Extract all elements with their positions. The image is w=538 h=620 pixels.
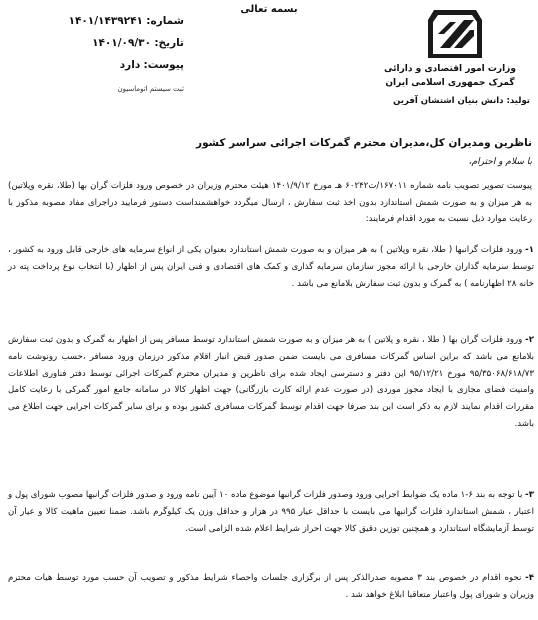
producer-line: تولید: دانش بنیان اشتشان آفرین	[393, 96, 530, 106]
letter-intro-paragraph: پیوست تصویر تصویب نامه شماره ۱۶۷۰۱۱/ت۶۰۲۴۲ هـ مورخ ۱۴۰۱/۹/۱۲ هیئت محترم وزیران در خصوص ورود فلزات گران بها (طلا، نقره وپلاتین) به هر میزان و به صورت شمش استاندارد بدون اخذ ثبت سفارش ، ارسال میگردد خواهشمنداست دستور فرمایید دراجرای مفاد مصوبه مذکور با رعایت موارد ذیل نسبت به مورد اقدام فرمایند:	[8, 181, 532, 224]
letter-number-value: ۱۴۰۱/۱۴۳۹۲۴۱	[68, 15, 143, 27]
letter-date-label: تاریخ:	[154, 37, 184, 49]
letter-metadata	[14, 10, 184, 100]
item-text: نحوه اقدام در خصوص بند ۳ مصوبه صدرالذکر پس از برگزاری جلسات واحصاء شرایط مذکور و تصویب آن حسب مورد توسط هیات محترم وزیران و شورای پول واعتبار متعاقبا ابلاغ خواهد شد .	[8, 573, 534, 600]
system-note: ثبت سیستم اتوماسیون	[117, 85, 184, 93]
organization-name	[380, 62, 520, 90]
letter-number-row	[14, 10, 184, 32]
customs-shield-logo-icon	[424, 8, 486, 60]
letter-salutation: با سلام و احترام،	[468, 157, 532, 167]
letter-item-1	[8, 242, 534, 292]
letter-number-label: شماره:	[146, 15, 184, 27]
letter-recipients: ناظرین ومدیران کل،مدیران محترم گمرکات اجرائی سراسر کشور	[196, 137, 532, 149]
customs-logo-graphic	[424, 8, 486, 60]
letter-item-3	[8, 487, 534, 537]
item-number: ۲-	[525, 335, 534, 345]
letter-attachment-row	[14, 54, 184, 76]
letter-attachment-value: دارد	[119, 59, 141, 71]
bismillah-heading: بسمه تعالی	[240, 4, 298, 15]
letter-date-row	[14, 32, 184, 54]
item-number: ۴-	[525, 573, 534, 583]
customs-name: گمرک جمهوری اسلامی ایران	[385, 78, 515, 88]
item-number: ۳-	[525, 490, 534, 500]
letter-item-2	[8, 332, 534, 433]
letter-date-value: ۱۴۰۱/۰۹/۳۰	[92, 37, 152, 49]
item-text: با توجه به بند ۶-۱ ماده یک ضوابط اجرایی ورود وصدور فلزات گرانبها موضوع ماده ۱۰ آیین نامه ورود و صدور فلزات گرانبها مصوب شورای پول و اعتبار ، شمش استاندارد فلزات گرانبها می بایست با حداقل عیار ۹۹۵ در هزار و حداقل وزن یک کیلوگرم باشد. ضمنا تعیین ماهیت کالا و عیار آن توسط آزمایشگاه استاندارد و همچنین توزین دقیق کالا جهت احراز شرایط اعلام شده الزامی است.	[8, 490, 534, 534]
ministry-name: وزارت امور اقتصادی و دارائی	[384, 64, 516, 74]
item-text: ورود فلزات گران بها ( طلا ، نقره و پلاتین ) به هر میزان و به صورت شمش استاندارد توسط مسافر پس از اظهار به گمرک و بدون ثبت سفارش بلامانع می باشد که براین اساس گمرکات مسافری می بایست ضمن صدور قبض انبار اقلام مذکور درزمان ورود مسافر ،حسب رونوشت نامه ۹۵/۳۵۰۶۸/۶۱۸/۷۳ مورخ ۹۵/۱۲/۲۱ این دفتر و دسترسی ایجاد شده برای ناظرین و مدیران محترم گمرکات اجرائی توسط دفتر فناوری اطلاعات وامنیت فضای مجازی با ایجاد مجوز موردی (در صورت عدم ارائه کارت بازرگانی) جهت اظهار کالا در سامانه جامع امور گمرکی با رعایت کامل مقررات اقدام نمایند لازم به ذکر است این بند صرفا جهت اقدام توسط گمرکات مسافری کشور بوده و برای سایر گمرکات اجرایی جهت اطلاع می باشد.	[8, 335, 534, 429]
item-number: ۱-	[525, 245, 534, 255]
letter-attachment-label: پیوست:	[143, 59, 184, 71]
item-text: ورود فلزات گرانبها ( طلا، نقره وپلاتین ) به هر میزان و به صورت شمش استاندارد بعنوان یکی از انواع سرمایه های خارجی قابل ورود به کشور ، توسط سرمایه گذاران خارجی با ارائه مجوز سازمان سرمایه گذاری و کمک های اقتصادی و فنی ایران پس از اظهار (با انتخاب نوع پرداخت پته در خانه ۲۸ اظهارنامه ) به گمرک و بدون ثبت سفارش بلامانع می باشد .	[8, 245, 534, 289]
letter-item-4	[8, 570, 534, 604]
